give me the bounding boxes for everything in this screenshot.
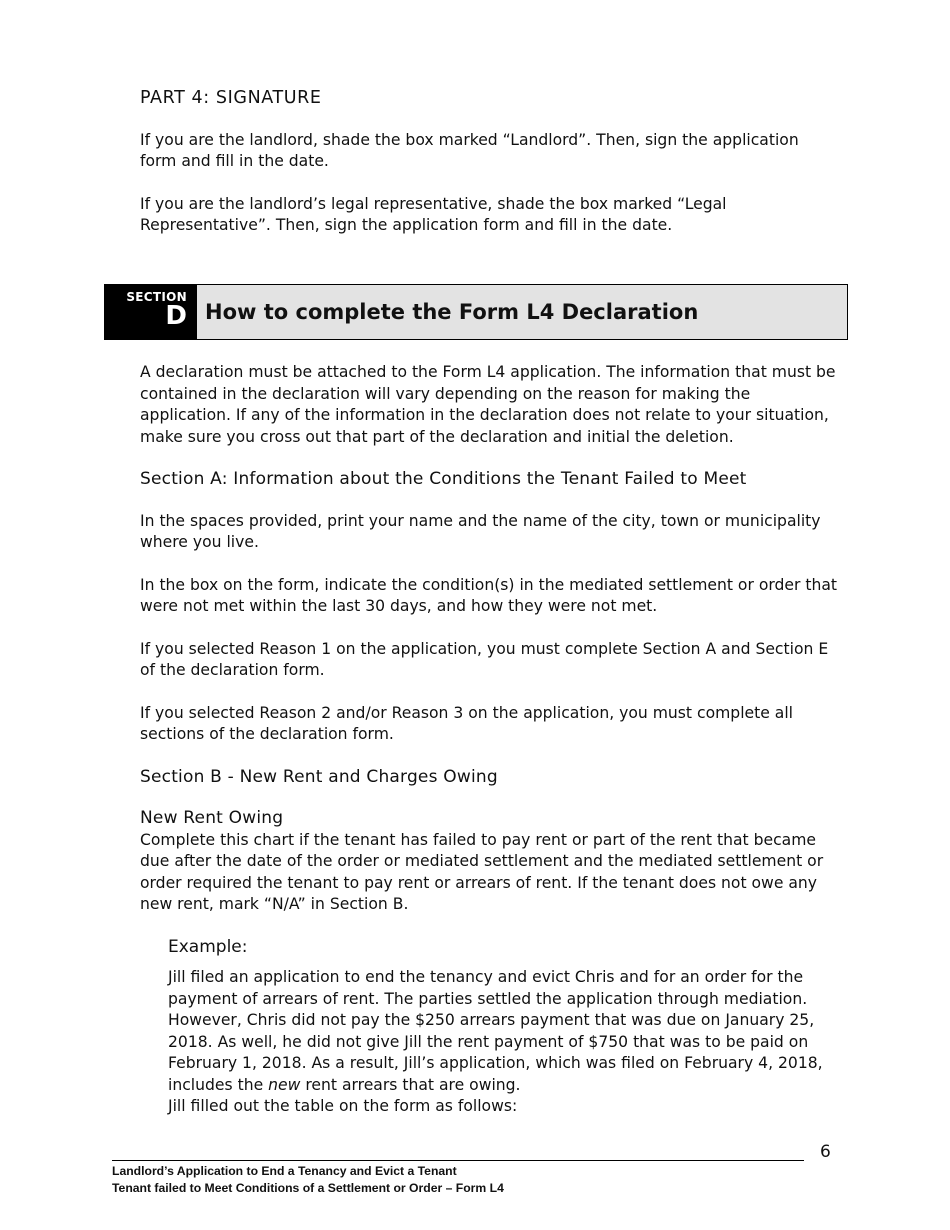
section-a-para-4: If you selected Reason 2 and/or Reason 3 on the application, you must complete all sections of the declaration form. — [140, 703, 794, 743]
part4-landlord-paragraph: If you are the landlord, shade the box marked “Landlord”. Then, sign the application form and fill in the date. — [140, 130, 799, 170]
page-number: 6 — [820, 1142, 831, 1162]
part4-heading: PART 4: SIGNATURE — [140, 88, 322, 108]
section-d-tag — [105, 285, 197, 339]
section-d-header — [104, 284, 848, 340]
section-tag-word: SECTION — [126, 290, 187, 304]
example-text-end: rent arrears that are owing. — [300, 1075, 521, 1094]
section-d-body — [140, 362, 845, 1118]
section-d-intro: A declaration must be attached to the Form L4 application. The information that must be contained in the declaration will vary depending on the reason for making the application. If any of the information in the declaration does not relate to your situation, make sure you cross out that part of the declaration and initial the deletion. — [140, 363, 836, 446]
example-label: Example: — [168, 936, 248, 957]
example-new-emphasis: new — [268, 1075, 301, 1094]
section-a-para-3: If you selected Reason 1 on the application, you must complete Section A and Section E of the declaration form. — [140, 639, 829, 679]
section-a-para-1: In the spaces provided, print your name and the name of the city, town or municipality where you live. — [140, 511, 821, 551]
section-d-title: How to complete the Form L4 Declaration — [197, 285, 847, 339]
footer-divider — [112, 1160, 804, 1161]
new-rent-owing-paragraph: Complete this chart if the tenant has failed to pay rent or part of the rent that became due after the date of the order or mediated settlement and the mediated settlement or order required the tenant to pay rent or arrears of rent. If the tenant does not owe any new rent, mark “N/A” in Section B. — [140, 830, 824, 913]
footer — [112, 1163, 504, 1196]
example-text — [168, 967, 845, 1096]
section-a-para-2: In the box on the form, indicate the condition(s) in the mediated settlement or order that were not met within the last 30 days, and how they were not met. — [140, 575, 838, 615]
section-tag-letter: D — [165, 301, 187, 331]
example-block — [168, 937, 845, 1118]
part4-representative-paragraph: If you are the landlord’s legal representative, shade the box marked “Legal Representative”. Then, sign the application form and fill in the date. — [140, 194, 727, 234]
new-rent-owing-heading: New Rent Owing — [140, 808, 284, 828]
footer-line-2: Tenant failed to Meet Conditions of a Settlement or Order – Form L4 — [112, 1180, 504, 1195]
example-text-start: Jill filed an application to end the tenancy and evict Chris and for an order for the payment of arrears of rent. The parties settled the application through mediation. However, Chris did not pay the $250 arrears payment that was due on January 25, 2018. As well, he did not give Jill the rent payment of $750 that was to be paid on February 1, 2018. As a result, Jill’s application, which was filed on February 4, 2018, includes the — [168, 968, 823, 1094]
example-last-line: Jill filled out the table on the form as follows: — [168, 1097, 518, 1115]
part4-block — [140, 88, 840, 258]
section-a-heading: Section A: Information about the Conditions the Tenant Failed to Meet — [140, 469, 747, 489]
footer-line-1: Landlord’s Application to End a Tenancy and Evict a Tenant — [112, 1164, 457, 1178]
section-b-heading: Section B - New Rent and Charges Owing — [140, 766, 498, 787]
